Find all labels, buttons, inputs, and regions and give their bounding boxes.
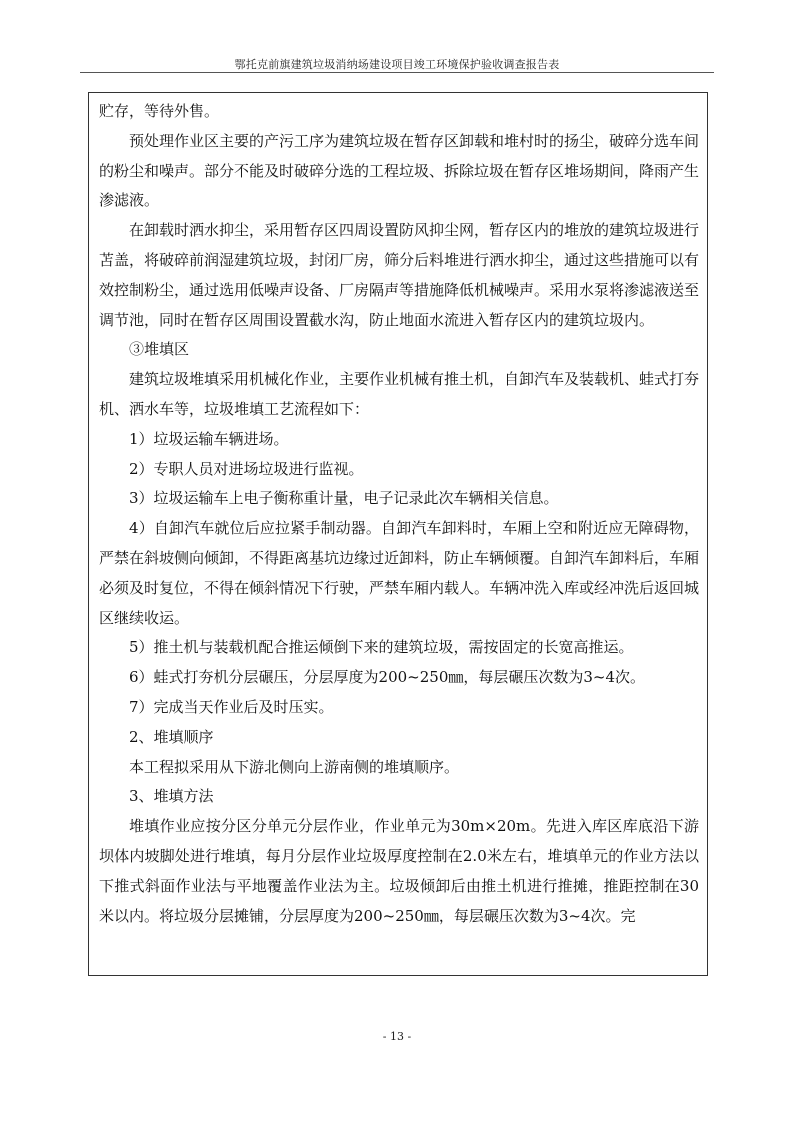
step-6: 6）蛙式打夯机分层碾压，分层厚度为200~250㎜，每层碾压次数为3~4次。 xyxy=(129,668,646,687)
paragraph-pretreatment-pollution: 预处理作业区主要的产污工序为建筑垃圾在暂存区卸载和堆村时的扬尘，破碎分选车间的粉尘和噪声。部分不能及时破碎分选的工程垃圾、拆除垃圾在暂存区堆场期间，降雨产生渗滤液。 xyxy=(99,131,700,210)
paragraph-landfill-machinery: 建筑垃圾堆填采用机械化作业，主要作业机械有推土机，自卸汽车及装载机、蛙式打夯机、洒水车等，垃圾堆填工艺流程如下： xyxy=(99,370,700,418)
section-landfill-area: ③堆填区 xyxy=(129,340,190,359)
header-divider xyxy=(80,72,714,73)
step-3: 3）垃圾运输车上电子衡称重计量，电子记录此次车辆相关信息。 xyxy=(129,489,559,508)
report-header-title: 鄂托克前旗建筑垃圾消纳场建设项目竣工环境保护验收调查报告表 xyxy=(234,58,560,71)
paragraph-storage: 贮存，等待外售。 xyxy=(99,102,220,120)
step-7: 7）完成当天作业后及时压实。 xyxy=(129,697,334,716)
heading-fill-sequence: 2、堆填顺序 xyxy=(129,727,214,746)
heading-fill-method: 3、堆填方法 xyxy=(129,787,214,806)
step-4: 4）自卸汽车就位后应拉紧手制动器。自卸汽车卸料时，车厢上空和附近应无障碍物，严禁在斜坡侧向倾卸，不得距离基坑边缘过近卸料，防止车辆倾覆。自卸汽车卸料后，车厢必须及时复位，不得在倾斜情况下行驶，严禁车厢内载人。车辆冲洗入库或经冲洗后返回城区继续收运。 xyxy=(99,519,700,627)
page-number: - 13 - xyxy=(382,1030,412,1043)
paragraph-fill-sequence: 本工程拟采用从下游北侧向上游南侧的堆填顺序。 xyxy=(129,757,460,776)
step-5: 5）推土机与装载机配合推运倾倒下来的建筑垃圾，需按固定的长宽高推运。 xyxy=(129,638,634,657)
report-content-box xyxy=(88,92,708,976)
paragraph-dust-control: 在卸载时洒水抑尘，采用暂存区四周设置防风抑尘网，暂存区内的堆放的建筑垃圾进行苫盖，将破碎前润湿建筑垃圾，封闭厂房，筛分后料堆进行洒水抑尘，通过这些措施可以有效控制粉尘，通过选用低噪声设备、厂房隔声等措施降低机械噪声。采用水泵将渗滤液送至调节池，同时在暂存区周围设置截水沟，防止地面水流进入暂存区内的建筑垃圾内。 xyxy=(99,221,700,329)
step-1: 1）垃圾运输车辆进场。 xyxy=(129,429,289,448)
paragraph-fill-method: 堆填作业应按分区分单元分层作业，作业单元为30m×20m。先进入库区库底沿下游坝体内坡脚处进行堆填，每月分层作业垃圾厚度控制在2.0米左右，堆填单元的作业方法以下推式斜面作业法与平地覆盖作业法为主。垃圾倾卸后由推土机进行推摊，推距控制在30米以内。将垃圾分层摊铺，分层厚度为200~250㎜，每层碾压次数为3~4次。完 xyxy=(99,817,699,925)
step-2: 2）专职人员对进场垃圾进行监视。 xyxy=(129,459,364,478)
